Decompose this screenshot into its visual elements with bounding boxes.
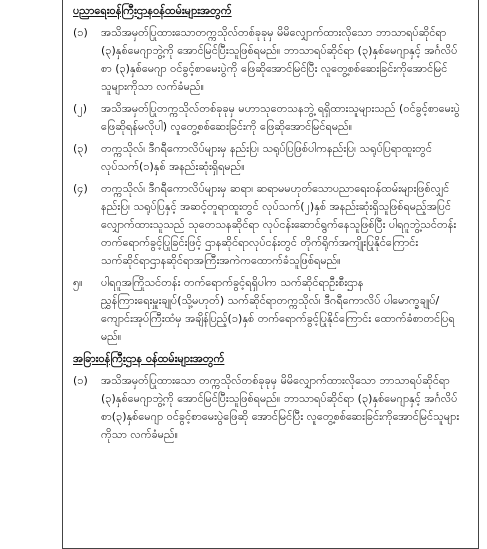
section-1-item-3: [73, 140, 468, 176]
section-1-item-5: [73, 274, 468, 346]
item-number: (၁): [73, 374, 88, 387]
document-content: [73, 2, 468, 548]
item-number: (၃): [73, 142, 88, 155]
section-1-item-4: [73, 180, 468, 270]
item-number: (၂): [73, 102, 87, 115]
item-text: တက္ကသိုလ်၊ ဒီဂရီကောလိပ်များမှ ဆရာ၊ ဆရာမမဟုတ်သောပညာရေးဝန်ထမ်းများဖြစ်လျှင် နည်းပြ၊ သရုပ်ပြနှင့် အဆင့်တူရာထူးတွင် လုပ်သက်(၂)နှစ် အနည်းဆုံးရှိသူဖြစ်ရမည့်အပြင် လျှောက်ထားသူသည် သုတေသနဆိုင်ရာ လုပ်ငန်းဆောင်ရွက်နေသူဖြစ်ပြီး ပါရဂူဘွဲ့သင်တန်း တက်ရောက်ခွင့်ပြုခြင်းဖြင့် ဌာနဆိုင်ရာလုပ်ငန်းတွင် တိုက်ရိုက်အကျိုးပြုနိုင်ကြောင်း သက်ဆိုင်ရာဌာနဆိုင်ရာအကြီးအကဲကထောက်ခံသူဖြစ်ရမည်။: [101, 182, 457, 267]
section-1-item-2: [73, 100, 468, 136]
item-text: တက္ကသိုလ်၊ ဒီဂရီကောလိပ်များမှ နည်းပြ၊ သရုပ်ပြဖြစ်ပါကနည်းပြ၊ သရုပ်ပြရာထူးတွင် လုပ်သက်(၁)နှစ် အနည်းဆုံးရှိရမည်။: [101, 142, 432, 173]
item-number: ၅။: [73, 276, 83, 289]
section-1-heading: ပညာရေးဝန်ကြီးဌာနဝန်ထမ်းများအတွက်: [73, 4, 232, 17]
section-2-heading: အခြားဝန်ကြီးဌာန ဝန်ထမ်းများအတွက်: [73, 352, 225, 365]
item-text: အသိအမှတ်ပြုတက္ကသိုလ်တစ်ခုခုမှ မဟာသုတေသနဘွဲ့ ရရှိထားသူများသည် (ဝင်ခွင့်စာမေးပွဲဖြေဆိုရန်မလိုပါ) လူတွေ့စစ်ဆေးခြင်းကို ဖြေဆိုအောင်မြင်ရမည်။: [101, 102, 460, 133]
item-text: အသိအမှတ်ပြုထားသောတက္ကသိုလ်တစ်ခုခုမှ မိမိလျှောက်ထားလိုသော ဘာသာရပ်ဆိုင်ရာ (၃)နှစ်မေဂျာဘွဲ့ကို အောင်မြင်ပြီးသူဖြစ်ရမည်။ ဘာသာရပ်ဆိုင်ရာ (၃)နှစ်မေဂျာနှင့် အင်္ဂလိပ်စာ (၃)နှစ်မေဂျာ ဝင်ခွင့်စာမေးပွဲကို ဖြေဆိုအောင်မြင်ပြီး လူတွေ့စစ်ဆေးခြင်းကိုအောင်မြင်သူများကိုသာ လက်ခံမည်။: [101, 26, 458, 93]
item-text: ပါရဂူအကြိုသင်တန်း တက်ရောက်ခွင့်ရရှိပါက သက်ဆိုင်ရာဦးစီးဌာနညွှန်ကြားရေးမှူးချုပ်(သို့မဟုတ်) သက်ဆိုင်ရာတက္ကသိုလ်၊ ဒီဂရီကောလိပ် ပါမောက္ခချုပ်/ကျောင်းအုပ်ကြီးထံမှ အချိန်ပြည့်(၁)နှစ် တက်ရောက်ခွင့်ပြုနိုင်ကြောင်း ထောက်ခံစာတင်ပြရမည်။: [101, 276, 455, 343]
item-number: (၁): [73, 26, 88, 39]
document-frame: [62, 0, 479, 549]
item-text: အသိအမှတ်ပြုထားသော တက္ကသိုလ်တစ်ခုခုမှ မိမိလျှောက်ထားလိုသော ဘာသာရပ်ဆိုင်ရာ (၃)နှစ်မေဂျာဘွဲ့ကို အောင်မြင်ပြီးသူဖြစ်ရမည်။ ဘာသာရပ်ဆိုင်ရာ (၃)နှစ်မေဂျာနှင့် အင်္ဂလိပ်စာ(၃)နှစ်မေဂျာ ဝင်ခွင့်စာမေးပွဲဖြေဆို အောင်မြင်ပြီး လူတွေ့စစ်ဆေးခြင်းကိုအောင်မြင်သူများကိုသာ လက်ခံမည်။: [101, 374, 460, 441]
item-number: (၄): [73, 182, 88, 195]
section-1-item-1: [73, 24, 468, 96]
section-2-item-1: [73, 372, 468, 444]
